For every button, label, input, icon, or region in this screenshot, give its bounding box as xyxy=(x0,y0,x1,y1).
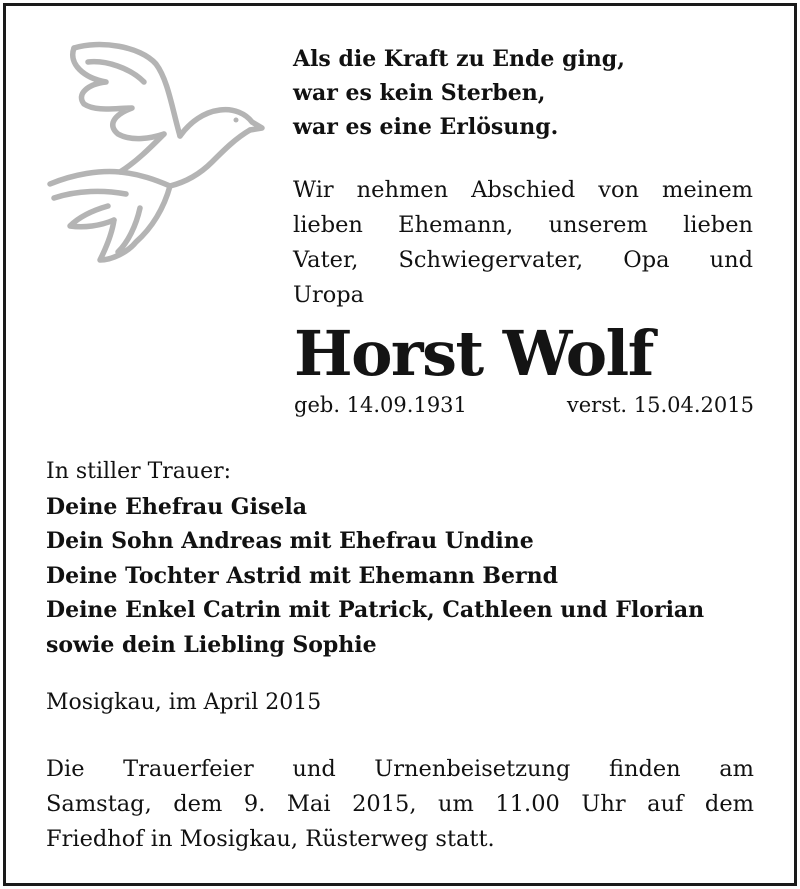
quote-line: war es eine Erlösung. xyxy=(293,114,559,140)
deceased-name: Horst Wolf xyxy=(294,317,653,390)
quote-line: Als die Kraft zu Ende ging, xyxy=(293,46,625,72)
service-line: Friedhof in Mosigkau, Rüsterweg statt. xyxy=(46,826,495,852)
mourners-heading: In stiller Trauer: xyxy=(46,459,232,484)
service-line: Die Trauerfeier und Urnenbeisetzung finden am xyxy=(46,756,754,782)
mourner-name: Deine Ehefrau Gisela xyxy=(46,493,307,520)
intro-line: lieben Ehemann, unserem lieben xyxy=(293,212,753,238)
birth-date: geb. 14.09.1931 xyxy=(294,393,467,417)
service-line: Samstag, dem 9. Mai 2015, um 11.00 Uhr auf dem xyxy=(46,791,754,817)
life-dates xyxy=(294,390,754,420)
quote-verse xyxy=(293,42,763,144)
quote-line: war es kein Sterben, xyxy=(293,80,546,106)
farewell-intro xyxy=(293,173,753,313)
mourner-name: Deine Tochter Astrid mit Ehemann Bernd xyxy=(46,562,558,589)
dove-icon xyxy=(40,38,265,263)
mourners-list xyxy=(46,455,766,662)
mourner-name: sowie dein Liebling Sophie xyxy=(46,631,377,658)
death-date: verst. 15.04.2015 xyxy=(566,393,754,417)
place-date: Mosigkau, im April 2015 xyxy=(46,690,322,715)
mourner-name: Deine Enkel Catrin mit Patrick, Cathleen und Florian xyxy=(46,597,705,623)
funeral-service-info xyxy=(46,752,754,857)
intro-line: Wir nehmen Abschied von meinem xyxy=(293,177,753,203)
mourner-name: Dein Sohn Andreas mit Ehefrau Undine xyxy=(46,528,534,554)
intro-line: Uropa xyxy=(293,282,365,308)
intro-line: Vater, Schwiegervater, Opa und xyxy=(293,247,753,273)
